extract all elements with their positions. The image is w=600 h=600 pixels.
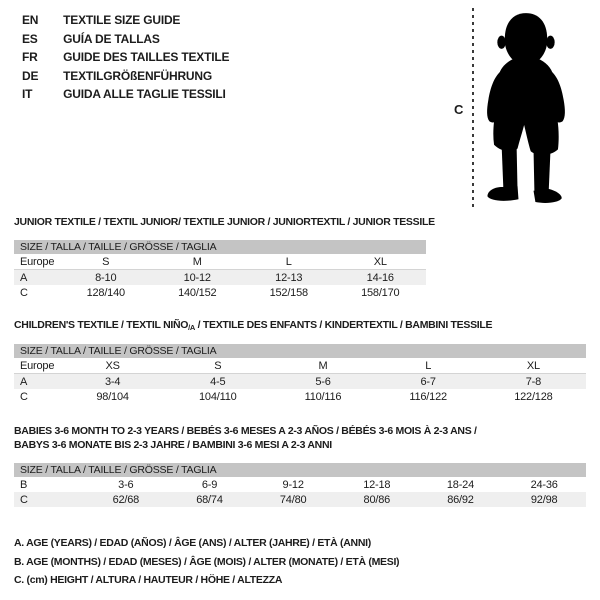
size-cell: 110/116 xyxy=(304,390,342,403)
size-cell: 10-12 xyxy=(152,270,244,286)
junior-size-table xyxy=(14,240,426,300)
size-header-row xyxy=(14,463,586,477)
legend-notes xyxy=(14,534,399,590)
size-cell: 74/80 xyxy=(251,492,335,507)
size-cell: 122/128 xyxy=(514,390,553,403)
children-size-table xyxy=(14,344,586,404)
children-title-text: / TEXTILE DES ENFANTS / KINDERTEXTIL / BAMBINI TESSILE xyxy=(195,319,493,331)
language-title: TEXTILGRÖßENFÜHRUNG xyxy=(63,68,213,83)
size-cell: 3-4 xyxy=(60,374,165,390)
language-code: IT xyxy=(22,87,33,102)
size-header-label: SIZE / TALLA / TAILLE / GRÖSSE / TAGLIA xyxy=(14,344,586,358)
size-cell: 5-6 xyxy=(270,374,375,390)
size-header-label: SIZE / TALLA / TAILLE / GRÖSSE / TAGLIA xyxy=(14,463,586,477)
size-cell: 104/110 xyxy=(199,390,237,403)
row-label: Europe xyxy=(14,358,60,374)
size-cell: 86/92 xyxy=(419,492,503,507)
row-label: C xyxy=(14,492,84,507)
size-cell: S xyxy=(165,358,270,374)
size-cell: 128/140 xyxy=(86,286,125,299)
size-header-row xyxy=(14,240,426,254)
size-cell: S xyxy=(60,254,152,270)
row-label: A xyxy=(14,270,60,286)
size-header-label: SIZE / TALLA / TAILLE / GRÖSSE / TAGLIA xyxy=(14,240,426,254)
size-cell: 4-5 xyxy=(165,374,270,390)
table-row xyxy=(14,254,426,270)
size-cell: 6-9 xyxy=(201,478,218,491)
size-cell: 12-13 xyxy=(243,270,335,286)
size-cell: 92/98 xyxy=(502,492,586,507)
size-cell: 116/122 xyxy=(409,390,447,403)
language-row xyxy=(22,11,229,30)
size-cell: M xyxy=(152,254,244,270)
language-row xyxy=(22,67,229,86)
size-cell: XL xyxy=(335,254,427,270)
size-cell: L xyxy=(376,358,481,374)
language-code: FR xyxy=(22,50,38,65)
size-cell: XS xyxy=(60,358,165,374)
row-label: C xyxy=(20,286,28,299)
size-cell: 62/68 xyxy=(84,492,168,507)
babies-size-table xyxy=(14,463,586,507)
language-title: GUÍA DE TALLAS xyxy=(63,31,160,46)
size-cell: 18-24 xyxy=(446,478,475,491)
table-row xyxy=(14,374,586,390)
size-cell: 98/104 xyxy=(96,390,129,403)
row-label: B xyxy=(20,478,28,491)
table-row xyxy=(14,477,586,492)
legend-note-c: C. (cm) HEIGHT / ALTURA / HAUTEUR / HÖHE / ALTEZZA xyxy=(14,574,283,586)
table-row xyxy=(14,492,586,507)
table-row xyxy=(14,389,586,404)
row-label: C xyxy=(20,390,28,403)
language-code: ES xyxy=(22,31,38,46)
size-cell: 7-8 xyxy=(481,374,586,390)
table-row xyxy=(14,358,586,374)
size-cell: 158/170 xyxy=(361,286,400,299)
language-code: DE xyxy=(22,68,39,83)
language-row xyxy=(22,48,229,67)
language-title: TEXTILE SIZE GUIDE xyxy=(63,13,181,27)
children-table-title xyxy=(14,319,492,331)
legend-note-a: A. AGE (YEARS) / EDAD (AÑOS) / ÂGE (ANS) / ALTER (JAHRE) / ETÀ (ANNI) xyxy=(14,537,371,549)
language-title: GUIDA ALLE TAGLIE TESSILI xyxy=(63,87,226,102)
legend-note-b: B. AGE (MONTHS) / EDAD (MESES) / ÂGE (MOIS) / ALTER (MONATE) / ETÀ (MESI) xyxy=(14,555,400,568)
size-cell: 80/86 xyxy=(335,492,419,507)
size-cell: L xyxy=(243,254,335,270)
size-cell: 68/74 xyxy=(168,492,252,507)
babies-title-line1: BABIES 3-6 MONTH TO 2-3 YEARS / BEBÉS 3-6 MESES A 2-3 AÑOS / BÉBÉS 3-6 MOIS À 2-3 ANS / xyxy=(14,425,477,437)
size-cell: M xyxy=(270,358,375,374)
language-title-list xyxy=(22,11,229,104)
size-cell: 140/152 xyxy=(178,286,217,299)
row-label: A xyxy=(14,374,60,390)
size-cell: 6-7 xyxy=(376,374,481,390)
size-cell: 152/158 xyxy=(269,286,308,299)
height-measure-label: C xyxy=(454,102,464,117)
size-cell: XL xyxy=(481,358,586,374)
language-row xyxy=(22,85,229,104)
language-title: GUIDE DES TAILLES TEXTILE xyxy=(63,50,230,65)
size-header-row xyxy=(14,344,586,358)
size-cell: 14-16 xyxy=(335,270,427,286)
table-row xyxy=(14,285,426,300)
size-cell: 3-6 xyxy=(118,478,134,491)
children-title-subscript: /A xyxy=(188,323,196,332)
height-measure-dotted-line xyxy=(472,8,474,208)
babies-title-line2: BABYS 3-6 MONATE BIS 2-3 JAHRE / BAMBINI 3-6 MESI A 2-3 ANNI xyxy=(14,438,332,451)
babies-table-title xyxy=(14,425,477,452)
table-row xyxy=(14,270,426,286)
language-code: EN xyxy=(22,13,39,27)
baby-silhouette-icon xyxy=(479,8,573,210)
size-cell: 9-12 xyxy=(282,478,304,491)
children-title-text: CHILDREN'S TEXTILE / TEXTIL NIÑO xyxy=(14,319,189,331)
size-cell: 24-36 xyxy=(530,478,558,491)
size-cell: 8-10 xyxy=(60,270,152,286)
language-row xyxy=(22,30,229,49)
junior-table-title: JUNIOR TEXTILE / TEXTIL JUNIOR/ TEXTILE JUNIOR / JUNIORTEXTIL / JUNIOR TESSILE xyxy=(14,216,435,228)
size-cell: 12-18 xyxy=(363,478,391,491)
row-label: Europe xyxy=(14,254,60,270)
